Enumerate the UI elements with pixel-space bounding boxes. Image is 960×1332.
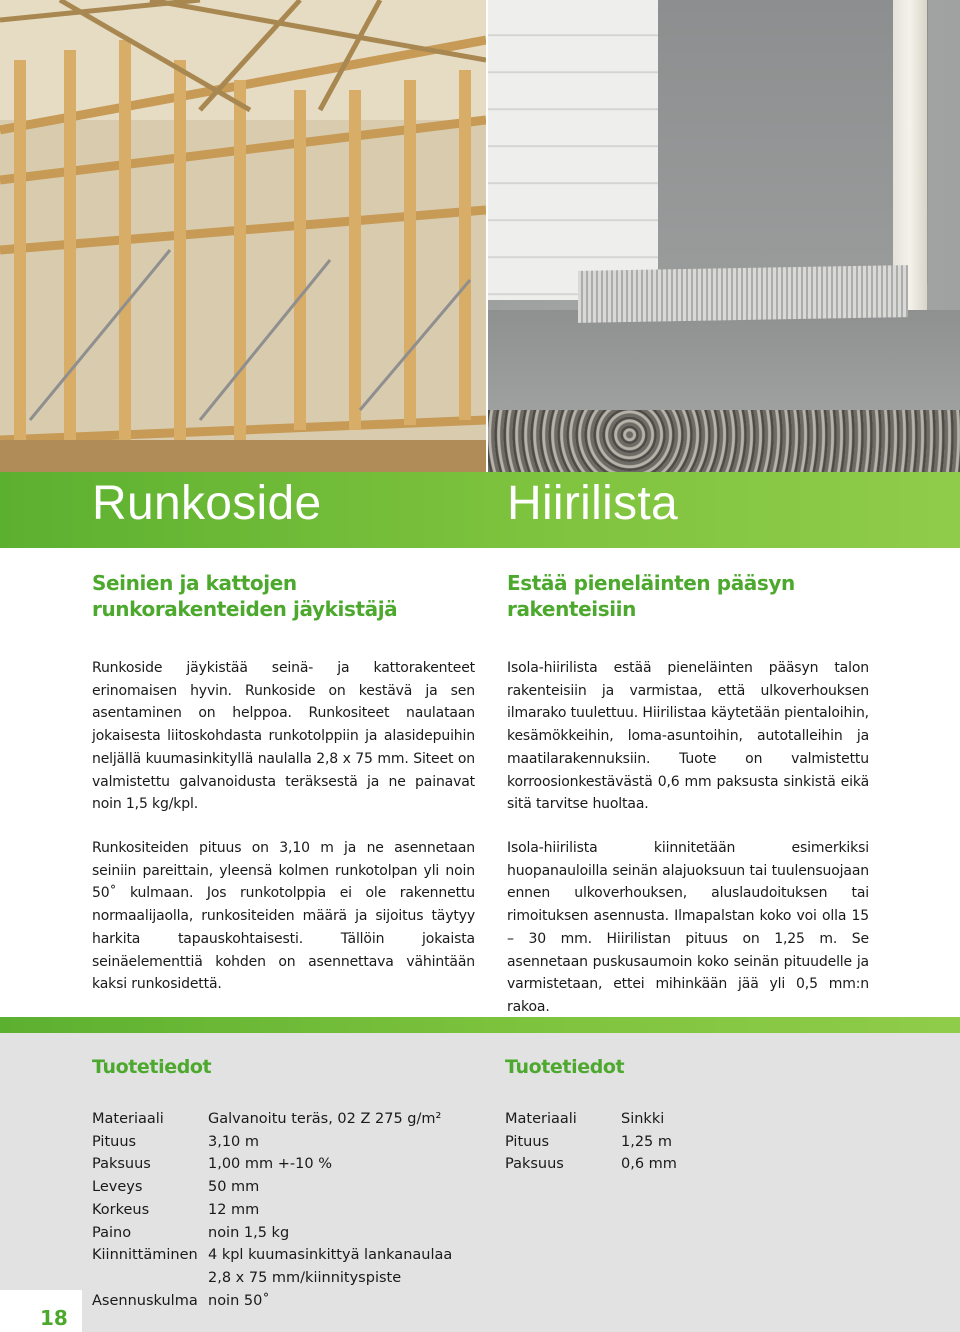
spec-row (92, 1153, 452, 1176)
spec-value: 4 kpl kuumasinkittyä lankanaulaa (208, 1247, 453, 1264)
spec-value: 2,8 x 75 mm/kiinnityspiste (208, 1269, 402, 1286)
spec-row (92, 1199, 452, 1222)
hiirilista-paragraph-2: Isola-hiirilista kiinnitetään esimerkiksi huopanauloilla seinän alajuoksuun tai tuulensuojaan ennen ulkoverhouksen, aluslaudoituksen tai rimoituksen asennusta. Ilmapalstan koko voi olla 15 – 30 mm. Hiirilistan pituus on 1,25 m. Se asennetaan puskusaumoin koko seinän pituudelle ja varmistetaan, ettei mihinkään jää yli 0,5 mm:n rakoa. (507, 840, 869, 1015)
spec-row (92, 1290, 452, 1313)
concrete-plinth (488, 310, 960, 425)
spec-label: Asennuskulma (92, 1292, 198, 1309)
spec-row (92, 1267, 452, 1290)
spec-value: 0,6 mm (621, 1156, 677, 1173)
hiirilista-paragraph-1: Isola-hiirilista estää pieneläinten pääsyn talon rakenteisiin ja varmistaa, että ulkoverhouksen ilmarako tuulettuu. Hiirilistaa käytetään pientaloihin, kesämökkeihin, loma-asuntoihin, autotalleihin ja maatilarakennuksiin. Tuote on valmistettu korroosionkestävästä 0,6 mm paksusta sinkistä eikä sitä tarvitse huoltaa. (507, 660, 869, 813)
spec-label: Kiinnittäminen (92, 1247, 198, 1264)
runkoside-paragraph-1: Runkoside jäykistää seinä- ja kattorakenteet erinomaisen hyvin. Runkoside on kestävä ja sen asentaminen on helppoa. Runkositeet naulataan jokaisesta liitoskohdasta runkotolppiin ja alasidepuihin neljällä kuumasinkityllä naulalla 2,8 x 75 mm. Siteet on valmistettu galvanoidusta teräksestä ja ne painavat noin 1,5 kg/kpl. (92, 660, 475, 813)
spec-value: 1,00 mm +-10 % (208, 1156, 332, 1173)
spec-row (92, 1222, 452, 1245)
spec-row (92, 1131, 452, 1154)
spec-label: Materiaali (505, 1111, 577, 1127)
timber-frame-illustration (0, 0, 486, 472)
hiirilista-info-heading: Tuotetiedot (505, 1056, 625, 1078)
spec-label: Pituus (505, 1133, 550, 1150)
spec-label: Paksuus (92, 1156, 151, 1173)
page-number: 18 (40, 1306, 68, 1330)
info-divider-band (0, 1017, 960, 1033)
spec-label: Leveys (92, 1179, 143, 1196)
hiirilista-title: Hiirilista (507, 477, 678, 530)
runkoside-info-heading: Tuotetiedot (92, 1056, 212, 1078)
spec-row (92, 1108, 452, 1131)
spec-row (505, 1108, 677, 1131)
runkoside-spec-table (92, 1108, 452, 1312)
spec-label: Korkeus (92, 1201, 150, 1218)
spec-value: noin 50˚ (208, 1292, 270, 1309)
spec-row (505, 1153, 677, 1176)
spec-label: Paksuus (505, 1156, 564, 1173)
runkoside-subtitle: Seinien ja kattojen runkorakenteiden jäykistäjä (92, 571, 398, 621)
gravel-ground (488, 410, 960, 472)
runkoside-title: Runkoside (92, 477, 322, 530)
spec-value: 12 mm (208, 1201, 260, 1218)
spec-label: Paino (92, 1224, 132, 1241)
spec-label: Materiaali (92, 1111, 164, 1127)
spec-value: noin 1,5 kg (208, 1224, 290, 1241)
spec-value: 50 mm (208, 1179, 260, 1196)
spec-row (92, 1244, 452, 1267)
spec-value: Sinkki (621, 1111, 665, 1127)
spec-label: Pituus (92, 1133, 137, 1150)
spec-row (92, 1176, 452, 1199)
spec-value: Galvanoitu teräs, 02 Z 275 g/m² (208, 1111, 442, 1127)
spec-label (92, 1267, 208, 1290)
spec-row (505, 1131, 677, 1154)
timber-frame-photo (0, 0, 486, 472)
wall-siding (488, 0, 658, 300)
mouse-strip-photo (488, 0, 960, 472)
runkoside-paragraph-2: Runkositeiden pituus on 3,10 m ja ne asennetaan seiniin pareittain, yleensä kolmen runkotolpan yli noin 50˚ kulmaan. Jos runkotolppia ei ole rakennettu normaalijaolla, runkositeiden määrä ja sijoitus täytyy harkita tapauskohtaisesti. Tällöin jokaista seinäelementtiä kohden on asennettava vähintään kaksi runkosidettä. (92, 840, 475, 993)
mouse-strip (578, 265, 908, 323)
spec-value: 1,25 m (621, 1133, 673, 1150)
spec-value: 3,10 m (208, 1133, 260, 1150)
hiirilista-subtitle: Estää pieneläinten pääsyn rakenteisiin (507, 571, 795, 621)
hiirilista-spec-table (505, 1108, 677, 1176)
